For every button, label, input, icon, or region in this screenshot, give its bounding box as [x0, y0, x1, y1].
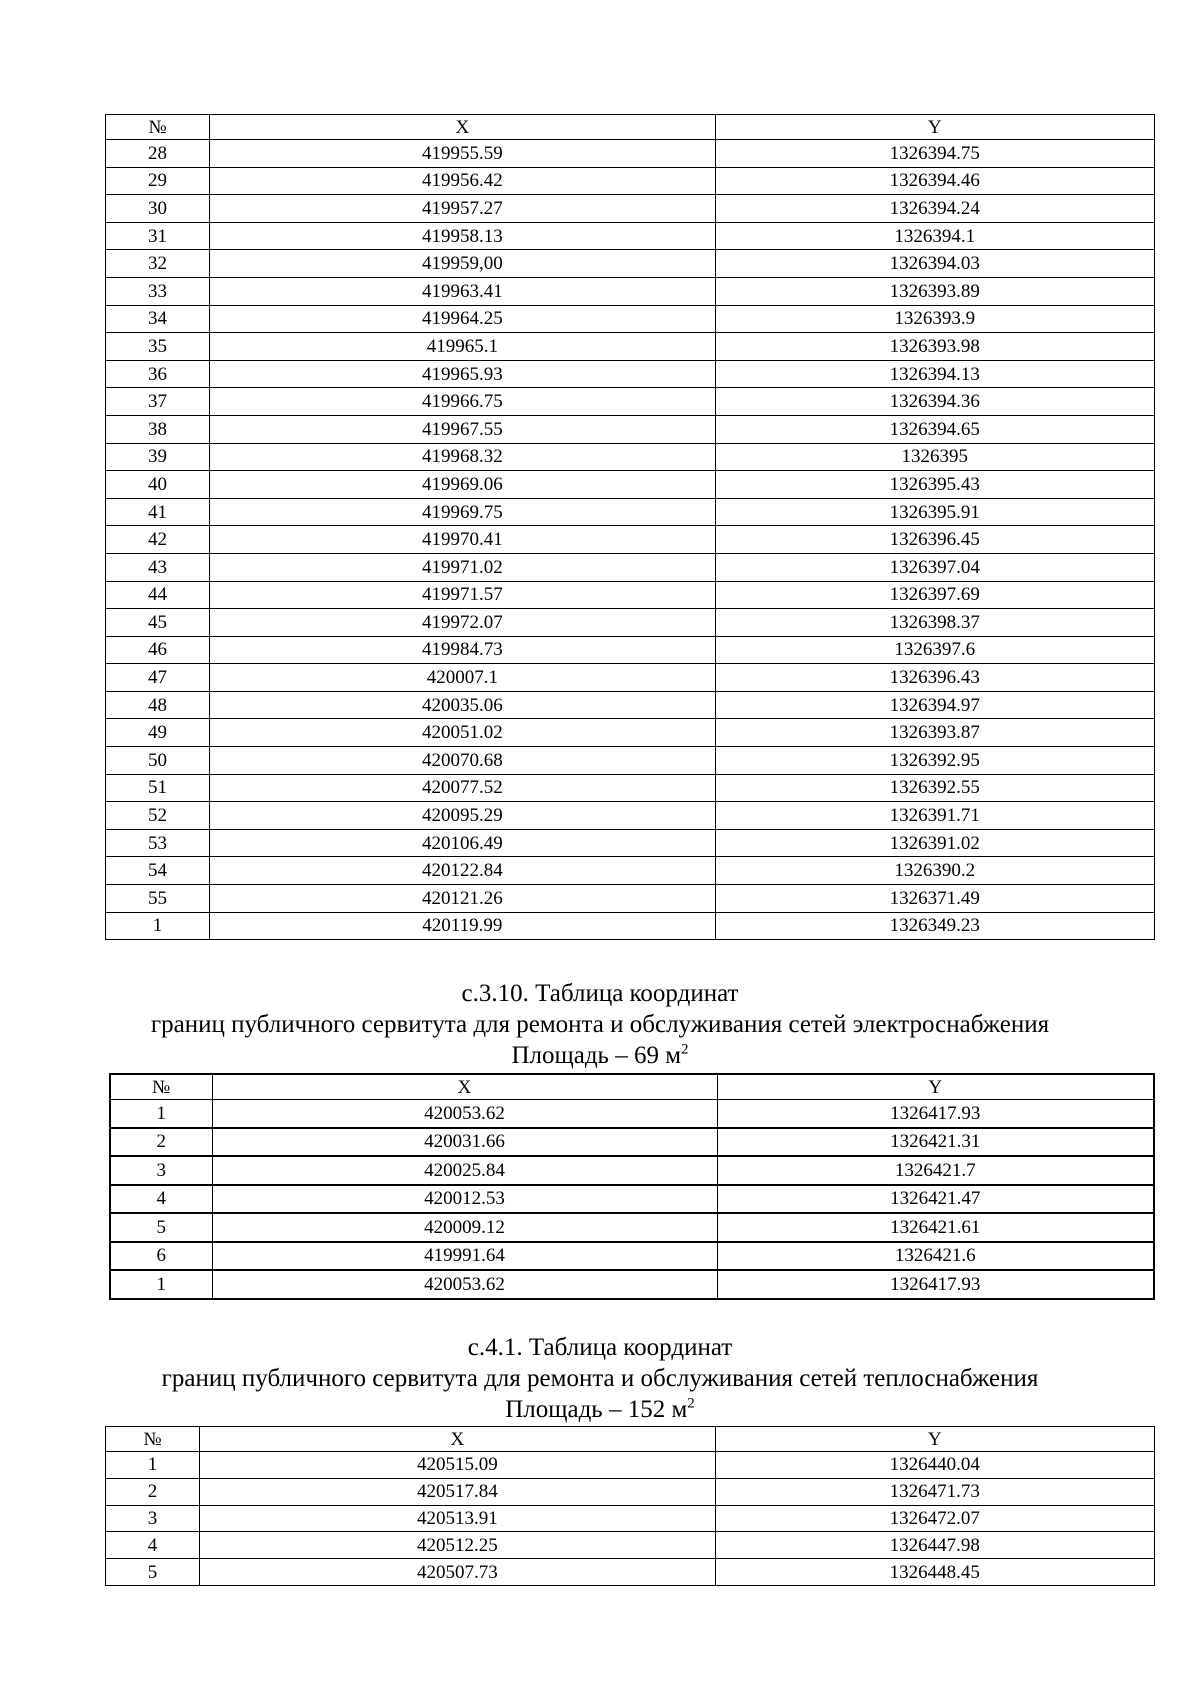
cell-num: 46 — [106, 636, 210, 664]
table-row — [110, 1156, 1154, 1185]
cell-y: 1326447.98 — [715, 1532, 1154, 1559]
table-row — [106, 581, 1155, 609]
cell-x: 420007.1 — [210, 664, 715, 692]
cell-y: 1326394.75 — [715, 140, 1154, 168]
table-row — [106, 498, 1155, 526]
cell-y: 1326417.93 — [717, 1270, 1154, 1299]
cell-num: 4 — [106, 1532, 200, 1559]
cell-num: 42 — [106, 526, 210, 554]
section-subtitle: границ публичного сервитута для ремонта и обслуживания сетей теплоснабжения — [161, 1365, 1039, 1392]
cell-y: 1326393.89 — [715, 277, 1154, 305]
cell-num: 45 — [106, 609, 210, 637]
cell-x: 419955.59 — [210, 140, 715, 168]
cell-x: 419965.1 — [210, 333, 715, 361]
table-row — [110, 1242, 1154, 1271]
header-y: Y — [717, 1074, 1154, 1100]
cell-num: 29 — [106, 167, 210, 195]
section-heading-electric — [0, 978, 1200, 1071]
cell-x: 419971.02 — [210, 553, 715, 581]
cell-y: 1326421.31 — [717, 1128, 1154, 1157]
cell-y: 1326397.04 — [715, 553, 1154, 581]
cell-num: 5 — [106, 1559, 200, 1586]
cell-x: 420051.02 — [210, 719, 715, 747]
coordinates-table-heating — [105, 1426, 1155, 1586]
section-title: с.3.10. Таблица координат — [461, 980, 739, 1007]
cell-x: 420507.73 — [200, 1559, 715, 1586]
cell-x: 420077.52 — [210, 774, 715, 802]
table-row — [106, 388, 1155, 416]
table-row — [106, 636, 1155, 664]
table-row — [106, 1478, 1155, 1505]
cell-y: 1326390.2 — [715, 857, 1154, 885]
cell-num: 38 — [106, 415, 210, 443]
cell-y: 1326396.45 — [715, 526, 1154, 554]
cell-x: 419984.73 — [210, 636, 715, 664]
cell-y: 1326393.9 — [715, 305, 1154, 333]
header-x: X — [200, 1427, 715, 1452]
section-heading-heating — [0, 1332, 1200, 1425]
table-header-row — [106, 115, 1155, 140]
cell-x: 420012.53 — [212, 1185, 717, 1214]
cell-num: 37 — [106, 388, 210, 416]
cell-x: 420009.12 — [212, 1213, 717, 1242]
area-text: Площадь – 69 м — [511, 1042, 682, 1069]
section-area — [0, 1040, 1200, 1071]
cell-x: 420053.62 — [212, 1100, 717, 1128]
cell-num: 2 — [106, 1478, 200, 1505]
cell-x: 419957.27 — [210, 195, 715, 223]
cell-num: 1 — [110, 1270, 212, 1299]
table-row — [106, 250, 1155, 278]
cell-y: 1326397.69 — [715, 581, 1154, 609]
table-row — [106, 415, 1155, 443]
table-row — [106, 691, 1155, 719]
coordinates-table-continuation — [105, 114, 1155, 940]
cell-num: 33 — [106, 277, 210, 305]
cell-num: 50 — [106, 747, 210, 775]
cell-x: 420119.99 — [210, 912, 715, 940]
cell-x: 420517.84 — [200, 1478, 715, 1505]
cell-y: 1326394.97 — [715, 691, 1154, 719]
cell-x: 420121.26 — [210, 885, 715, 913]
cell-x: 419969.06 — [210, 471, 715, 499]
cell-y: 1326371.49 — [715, 885, 1154, 913]
table-row — [106, 195, 1155, 223]
table-row — [110, 1270, 1154, 1299]
table-row — [106, 719, 1155, 747]
cell-y: 1326391.02 — [715, 829, 1154, 857]
cell-y: 1326472.07 — [715, 1505, 1154, 1532]
cell-num: 4 — [110, 1185, 212, 1214]
cell-y: 1326394.65 — [715, 415, 1154, 443]
cell-num: 31 — [106, 222, 210, 250]
table-row — [106, 277, 1155, 305]
area-sup: 2 — [687, 1395, 695, 1412]
cell-num: 54 — [106, 857, 210, 885]
cell-x: 420053.62 — [212, 1270, 717, 1299]
cell-y: 1326392.95 — [715, 747, 1154, 775]
cell-y: 1326393.98 — [715, 333, 1154, 361]
table-row — [106, 774, 1155, 802]
cell-x: 420122.84 — [210, 857, 715, 885]
cell-num: 52 — [106, 802, 210, 830]
cell-y: 1326394.03 — [715, 250, 1154, 278]
cell-x: 420025.84 — [212, 1156, 717, 1185]
cell-y: 1326421.61 — [717, 1213, 1154, 1242]
cell-y: 1326391.71 — [715, 802, 1154, 830]
table-row — [106, 1452, 1155, 1479]
table-row — [106, 609, 1155, 637]
cell-y: 1326471.73 — [715, 1478, 1154, 1505]
area-text: Площадь – 152 м — [505, 1396, 688, 1423]
cell-num: 1 — [106, 1452, 200, 1479]
cell-x: 420095.29 — [210, 802, 715, 830]
cell-num: 2 — [110, 1128, 212, 1157]
table-row — [106, 664, 1155, 692]
cell-num: 36 — [106, 360, 210, 388]
cell-num: 30 — [106, 195, 210, 223]
cell-x: 420512.25 — [200, 1532, 715, 1559]
cell-x: 419958.13 — [210, 222, 715, 250]
table-row — [106, 140, 1155, 168]
table-header-row — [106, 1427, 1155, 1452]
table-row — [110, 1185, 1154, 1214]
table-row — [106, 802, 1155, 830]
cell-y: 1326396.43 — [715, 664, 1154, 692]
header-y: Y — [715, 115, 1154, 140]
cell-x: 419969.75 — [210, 498, 715, 526]
header-x: X — [212, 1074, 717, 1100]
cell-num: 41 — [106, 498, 210, 526]
section-area — [0, 1394, 1200, 1425]
cell-y: 1326394.13 — [715, 360, 1154, 388]
cell-x: 419971.57 — [210, 581, 715, 609]
cell-x: 420031.66 — [212, 1128, 717, 1157]
cell-num: 39 — [106, 443, 210, 471]
cell-y: 1326394.46 — [715, 167, 1154, 195]
cell-num: 28 — [106, 140, 210, 168]
header-x: X — [210, 115, 715, 140]
cell-y: 1326395 — [715, 443, 1154, 471]
cell-num: 6 — [110, 1242, 212, 1271]
cell-y: 1326349.23 — [715, 912, 1154, 940]
cell-y: 1326421.7 — [717, 1156, 1154, 1185]
table-row — [106, 360, 1155, 388]
header-num: № — [110, 1074, 212, 1100]
cell-num: 49 — [106, 719, 210, 747]
cell-num: 35 — [106, 333, 210, 361]
cell-y: 1326421.47 — [717, 1185, 1154, 1214]
table-row — [106, 1559, 1155, 1586]
cell-x: 420106.49 — [210, 829, 715, 857]
cell-y: 1326392.55 — [715, 774, 1154, 802]
coordinates-table-electric — [109, 1073, 1155, 1300]
cell-y: 1326397.6 — [715, 636, 1154, 664]
cell-y: 1326395.43 — [715, 471, 1154, 499]
cell-x: 420515.09 — [200, 1452, 715, 1479]
table-row — [106, 443, 1155, 471]
cell-num: 53 — [106, 829, 210, 857]
cell-num: 51 — [106, 774, 210, 802]
table-row — [110, 1213, 1154, 1242]
table-row — [106, 1505, 1155, 1532]
cell-x: 419966.75 — [210, 388, 715, 416]
cell-x: 420070.68 — [210, 747, 715, 775]
header-num: № — [106, 1427, 200, 1452]
table-header-row — [110, 1074, 1154, 1100]
cell-num: 43 — [106, 553, 210, 581]
table-row — [110, 1128, 1154, 1157]
table-row — [106, 1532, 1155, 1559]
cell-y: 1326421.6 — [717, 1242, 1154, 1271]
area-sup: 2 — [681, 1041, 689, 1058]
table-row — [106, 829, 1155, 857]
cell-y: 1326398.37 — [715, 609, 1154, 637]
cell-num: 32 — [106, 250, 210, 278]
cell-num: 5 — [110, 1213, 212, 1242]
cell-y: 1326394.36 — [715, 388, 1154, 416]
table-row — [106, 222, 1155, 250]
table-row — [106, 167, 1155, 195]
cell-num: 44 — [106, 581, 210, 609]
table-row — [106, 333, 1155, 361]
cell-x: 420035.06 — [210, 691, 715, 719]
cell-y: 1326394.1 — [715, 222, 1154, 250]
cell-x: 419956.42 — [210, 167, 715, 195]
cell-x: 419964.25 — [210, 305, 715, 333]
table-row — [106, 885, 1155, 913]
cell-num: 47 — [106, 664, 210, 692]
table-row — [106, 912, 1155, 940]
cell-y: 1326393.87 — [715, 719, 1154, 747]
cell-y: 1326440.04 — [715, 1452, 1154, 1479]
cell-num: 3 — [106, 1505, 200, 1532]
section-title: с.4.1. Таблица координат — [467, 1334, 733, 1361]
cell-x: 419967.55 — [210, 415, 715, 443]
cell-y: 1326448.45 — [715, 1559, 1154, 1586]
header-y: Y — [715, 1427, 1154, 1452]
table-row — [106, 305, 1155, 333]
cell-num: 34 — [106, 305, 210, 333]
table-row — [106, 471, 1155, 499]
cell-num: 1 — [110, 1100, 212, 1128]
table-row — [106, 857, 1155, 885]
cell-num: 48 — [106, 691, 210, 719]
table-row — [106, 553, 1155, 581]
section-subtitle: границ публичного сервитута для ремонта и обслуживания сетей электроснабжения — [150, 1011, 1050, 1038]
cell-y: 1326394.24 — [715, 195, 1154, 223]
cell-x: 419972.07 — [210, 609, 715, 637]
cell-x: 420513.91 — [200, 1505, 715, 1532]
cell-y: 1326417.93 — [717, 1100, 1154, 1128]
table-row — [106, 526, 1155, 554]
cell-num: 3 — [110, 1156, 212, 1185]
cell-y: 1326395.91 — [715, 498, 1154, 526]
cell-x: 419970.41 — [210, 526, 715, 554]
cell-num: 1 — [106, 912, 210, 940]
cell-x: 419965.93 — [210, 360, 715, 388]
table-row — [106, 747, 1155, 775]
cell-x: 419959,00 — [210, 250, 715, 278]
header-num: № — [106, 115, 210, 140]
table-row — [110, 1100, 1154, 1128]
cell-num: 55 — [106, 885, 210, 913]
cell-num: 40 — [106, 471, 210, 499]
cell-x: 419963.41 — [210, 277, 715, 305]
cell-x: 419991.64 — [212, 1242, 717, 1271]
cell-x: 419968.32 — [210, 443, 715, 471]
